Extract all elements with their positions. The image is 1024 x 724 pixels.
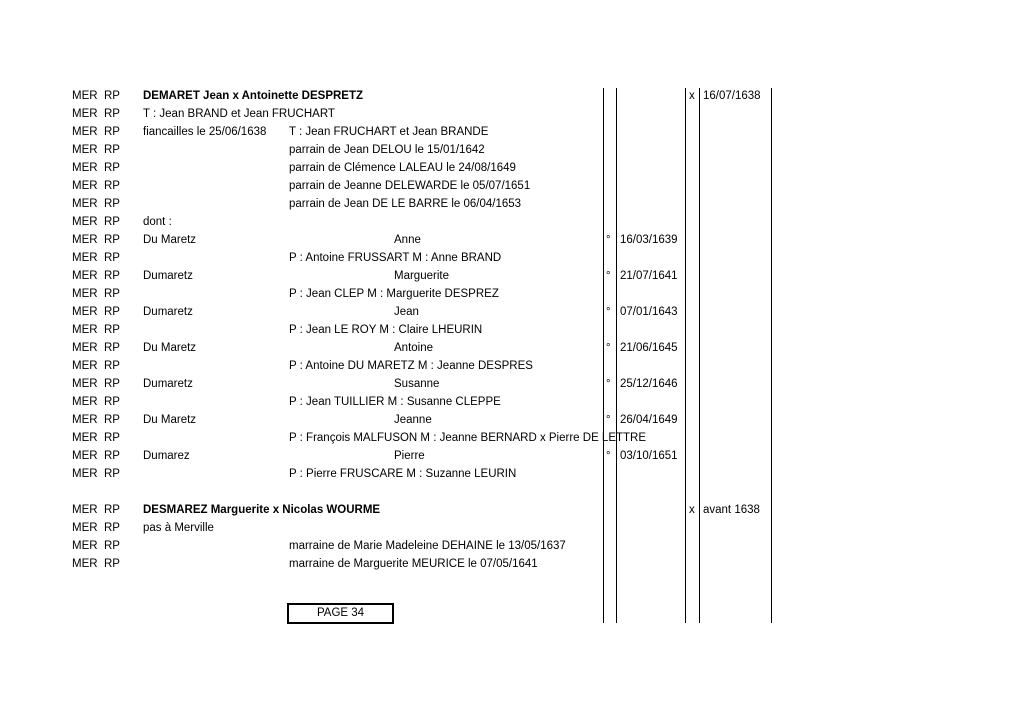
register-row [0,87,1024,105]
cell-p: Antoine [394,342,434,354]
cell-a: MER [72,558,98,570]
cell-a: MER [72,234,98,246]
cell-d: marraine de Marie Madeleine DEHAINE le 13/05/1637 [289,540,566,552]
register-row [0,519,1024,537]
cell-c: Dumaretz [143,378,193,390]
cell-d: parrain de Jean DELOU le 15/01/1642 [289,144,485,156]
cell-b: RP [104,396,120,408]
register-row [0,339,1024,357]
register-row [0,231,1024,249]
cell-c: DESMAREZ Marguerite x Nicolas WOURME [143,504,381,516]
cell-date: 26/04/1649 [620,414,678,426]
column-divider [685,88,686,623]
register-row [0,429,1024,447]
cell-m: ° [606,414,611,426]
column-divider [699,88,700,623]
cell-a: MER [72,144,98,156]
cell-a: MER [72,522,98,534]
cell-b: RP [104,342,120,354]
cell-a: MER [72,414,98,426]
cell-xd: 16/07/1638 [703,90,761,102]
cell-b: RP [104,90,120,102]
cell-b: RP [104,198,120,210]
cell-a: MER [72,198,98,210]
page-number-box [287,603,394,624]
cell-p: Susanne [394,378,440,390]
cell-b: RP [104,252,120,264]
cell-date: 21/07/1641 [620,270,678,282]
cell-x: x [689,504,695,516]
register-row [0,501,1024,519]
register-row [0,105,1024,123]
cell-d: P : Pierre FRUSCARE M : Suzanne LEURIN [289,468,517,480]
register-row [0,267,1024,285]
cell-b: RP [104,180,120,192]
cell-p: Pierre [394,450,425,462]
register-row [0,555,1024,573]
cell-m: ° [606,234,611,246]
cell-d: T : Jean FRUCHART et Jean BRANDE [289,126,489,138]
cell-date: 16/03/1639 [620,234,678,246]
cell-b: RP [104,450,120,462]
cell-b: RP [104,522,120,534]
register-row [0,249,1024,267]
cell-b: RP [104,432,120,444]
cell-d: marraine de Marguerite MEURICE le 07/05/1641 [289,558,538,570]
register-row [0,321,1024,339]
cell-m: ° [606,378,611,390]
cell-a: MER [72,288,98,300]
cell-a: MER [72,306,98,318]
cell-m: ° [606,306,611,318]
register-row [0,537,1024,555]
cell-c: dont : [143,216,172,228]
cell-d: P : Antoine DU MARETZ M : Jeanne DESPRES [289,360,533,372]
cell-p: Jeanne [394,414,432,426]
cell-m: ° [606,342,611,354]
cell-c: Dumaretz [143,270,193,282]
cell-b: RP [104,162,120,174]
register-row [0,177,1024,195]
cell-date: 21/06/1645 [620,342,678,354]
cell-a: MER [72,162,98,174]
cell-c: T : Jean BRAND et Jean FRUCHART [143,108,335,120]
cell-d: P : Jean CLEP M : Marguerite DESPREZ [289,288,499,300]
cell-c: DEMARET Jean x Antoinette DESPRETZ [143,90,364,102]
cell-b: RP [104,144,120,156]
register-row [0,375,1024,393]
register-row [0,285,1024,303]
cell-b: RP [104,216,120,228]
cell-c: Du Maretz [143,342,197,354]
register-row [0,411,1024,429]
cell-a: MER [72,396,98,408]
cell-b: RP [104,558,120,570]
register-row [0,195,1024,213]
cell-a: MER [72,126,98,138]
column-divider [603,88,604,623]
register-row [0,213,1024,231]
cell-a: MER [72,270,98,282]
cell-a: MER [72,324,98,336]
cell-p: Anne [394,234,421,246]
register-row [0,141,1024,159]
cell-p: Jean [394,306,419,318]
register-row [0,303,1024,321]
cell-p: Marguerite [394,270,449,282]
cell-b: RP [104,414,120,426]
cell-a: MER [72,504,98,516]
column-divider [771,88,772,623]
cell-b: RP [104,270,120,282]
register-row [0,123,1024,141]
cell-c: Du Maretz [143,234,197,246]
cell-m: ° [606,450,611,462]
column-divider [616,88,617,623]
cell-d: parrain de Clémence LALEAU le 24/08/1649 [289,162,516,174]
cell-a: MER [72,360,98,372]
cell-date: 07/01/1643 [620,306,678,318]
cell-b: RP [104,378,120,390]
cell-d: P : François MALFUSON M : Jeanne BERNARD x Pierre DE LETTRE [289,432,647,444]
cell-a: MER [72,108,98,120]
cell-a: MER [72,540,98,552]
cell-b: RP [104,324,120,336]
cell-b: RP [104,234,120,246]
cell-c: Dumaretz [143,306,193,318]
cell-d: parrain de Jeanne DELEWARDE le 05/07/1651 [289,180,531,192]
register-row [0,357,1024,375]
cell-b: RP [104,108,120,120]
cell-c: pas à Merville [143,522,214,534]
cell-a: MER [72,468,98,480]
cell-xd: avant 1638 [703,504,760,516]
register-row [0,447,1024,465]
cell-d: P : Antoine FRUSSART M : Anne BRAND [289,252,502,264]
cell-a: MER [72,90,98,102]
cell-a: MER [72,450,98,462]
cell-a: MER [72,180,98,192]
cell-d: P : Jean LE ROY M : Claire LHEURIN [289,324,483,336]
cell-a: MER [72,252,98,264]
register-row [0,393,1024,411]
cell-a: MER [72,216,98,228]
cell-b: RP [104,126,120,138]
cell-a: MER [72,378,98,390]
cell-b: RP [104,504,120,516]
cell-b: RP [104,288,120,300]
cell-b: RP [104,540,120,552]
cell-b: RP [104,468,120,480]
cell-d: parrain de Jean DE LE BARRE le 06/04/1653 [289,198,522,210]
cell-c: fiancailles le 25/06/1638 [143,126,267,138]
page-number: PAGE 34 [316,607,365,619]
cell-a: MER [72,342,98,354]
cell-b: RP [104,306,120,318]
cell-a: MER [72,432,98,444]
cell-date: 03/10/1651 [620,450,678,462]
cell-date: 25/12/1646 [620,378,678,390]
cell-c: Du Maretz [143,414,197,426]
cell-b: RP [104,360,120,372]
register-row [0,159,1024,177]
cell-x: x [689,90,695,102]
register-row [0,465,1024,483]
cell-m: ° [606,270,611,282]
cell-c: Dumarez [143,450,190,462]
cell-d: P : Jean TUILLIER M : Susanne CLEPPE [289,396,501,408]
register-row [0,483,1024,501]
